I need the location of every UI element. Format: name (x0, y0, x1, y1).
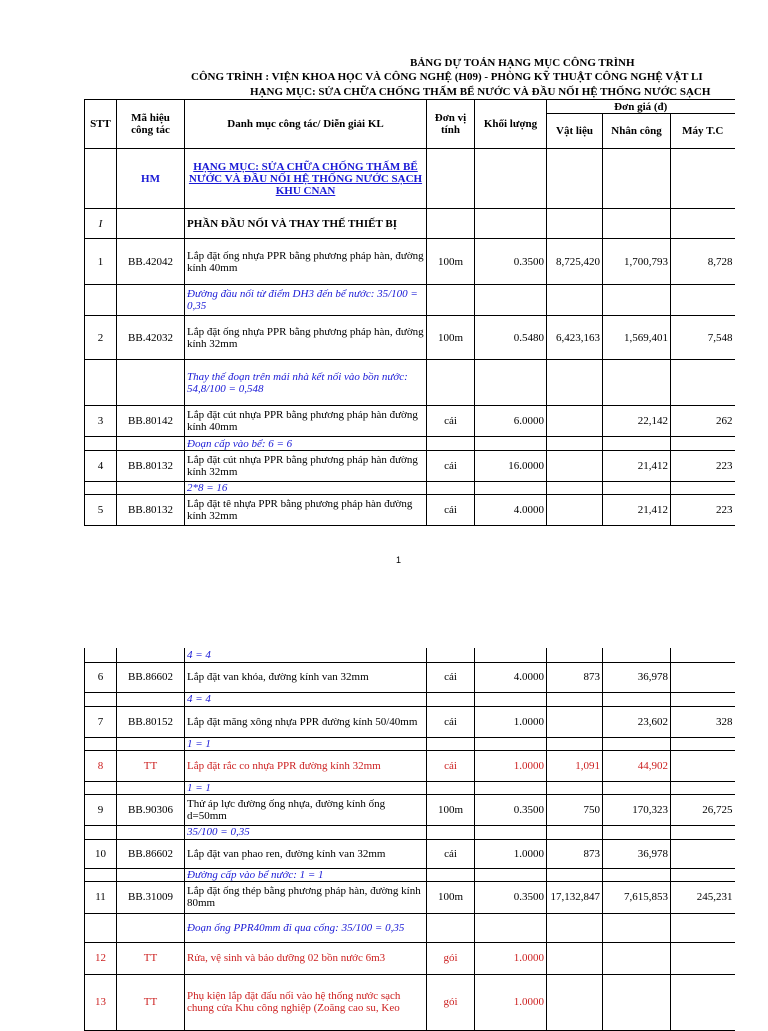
estimate-table-page-2 (84, 648, 735, 1031)
note-row (85, 868, 735, 881)
row-unit: cái (427, 451, 475, 482)
row-code: BB.80142 (117, 406, 185, 437)
row-labor-price: 22,142 (603, 406, 671, 437)
row-labor-price (603, 942, 671, 974)
col-header-machine: Máy T.C (671, 114, 735, 149)
note-stt-cell (85, 648, 117, 662)
table-row (85, 942, 735, 974)
note-text: Đường cấp vào bể nước: 1 = 1 (185, 868, 427, 881)
row-code: BB.80152 (117, 706, 185, 737)
note-text: 1 = 1 (185, 737, 427, 750)
note-code-cell (117, 781, 185, 794)
note-qty-cell (475, 692, 547, 706)
row-description: Rửa, vệ sinh và bảo dưỡng 02 bồn nước 6m3 (185, 942, 427, 974)
note-code-cell (117, 737, 185, 750)
row-labor-price: 7,615,853 (603, 881, 671, 913)
table-row (85, 750, 735, 781)
row-quantity: 0.3500 (475, 794, 547, 825)
row-labor-price: 21,412 (603, 451, 671, 482)
sheet-title: BẢNG DỰ TOÁN HẠNG MỤC CÔNG TRÌNH (410, 57, 635, 69)
row-quantity: 16.0000 (475, 451, 547, 482)
note-stt-cell (85, 868, 117, 881)
note-qty-cell (475, 781, 547, 794)
note-qty-cell (475, 737, 547, 750)
note-unit-cell (427, 913, 475, 942)
note-text: 1 = 1 (185, 781, 427, 794)
note-code-cell (117, 868, 185, 881)
note-row (85, 648, 735, 662)
row-material-price: 8,725,420 (547, 239, 603, 285)
row-description: Lắp đặt ống thép bằng phương pháp hàn, đường kính 80mm (185, 881, 427, 913)
note-labor-cell (603, 648, 671, 662)
col-header-labor: Nhân công (603, 114, 671, 149)
row-unit: cái (427, 662, 475, 692)
col-header-unit: Đơn vị tính (427, 100, 475, 149)
table-row (85, 451, 735, 482)
row-labor-price: 44,902 (603, 750, 671, 781)
note-labor-cell (603, 437, 671, 451)
note-stt-cell (85, 360, 117, 406)
col-header-code: Mã hiệu công tác (117, 100, 185, 149)
row-description: Lắp đặt van khóa, đường kính van 32mm (185, 662, 427, 692)
note-machine-cell (671, 692, 735, 706)
row-stt: 1 (85, 239, 117, 285)
row-unit: 100m (427, 316, 475, 360)
note-machine-cell (671, 360, 735, 406)
row-code: TT (117, 750, 185, 781)
note-unit-cell (427, 285, 475, 316)
row-code: BB.86602 (117, 839, 185, 868)
row-machine-price: 262 (671, 406, 735, 437)
note-row (85, 692, 735, 706)
row-description: Lắp đặt ống nhựa PPR bằng phương pháp hàn, đường kính 40mm (185, 239, 427, 285)
note-qty-cell (475, 285, 547, 316)
row-stt: 10 (85, 839, 117, 868)
note-qty-cell (475, 825, 547, 839)
row-quantity: 4.0000 (475, 495, 547, 526)
row-code: BB.42042 (117, 239, 185, 285)
row-labor-price: 1,700,793 (603, 239, 671, 285)
page-number: 1 (396, 555, 402, 565)
row-material-price: 17,132,847 (547, 881, 603, 913)
col-header-unit-price: Đơn giá (đ) (547, 100, 735, 114)
row-code: BB.80132 (117, 451, 185, 482)
row-machine-price: 26,725 (671, 794, 735, 825)
row-description: Thử áp lực đường ống nhựa, đường kính ống d=50mm (185, 794, 427, 825)
row-material-price: 873 (547, 662, 603, 692)
note-row (85, 437, 735, 451)
row-code: TT (117, 974, 185, 1030)
note-row (85, 482, 735, 495)
note-material-cell (547, 482, 603, 495)
note-material-cell (547, 781, 603, 794)
note-labor-cell (603, 868, 671, 881)
note-row (85, 737, 735, 750)
row-description: Lắp đặt van phao ren, đường kính van 32mm (185, 839, 427, 868)
row-machine-price (671, 839, 735, 868)
note-unit-cell (427, 360, 475, 406)
note-unit-cell (427, 825, 475, 839)
table-row (85, 839, 735, 868)
note-material-cell (547, 825, 603, 839)
note-qty-cell (475, 437, 547, 451)
row-description: Lắp đặt tê nhựa PPR bằng phương pháp hàn đường kính 32mm (185, 495, 427, 526)
table-row (85, 881, 735, 913)
note-qty-cell (475, 913, 547, 942)
row-quantity: 0.5480 (475, 316, 547, 360)
row-unit: 100m (427, 794, 475, 825)
section-title: PHẦN ĐẦU NỐI VÀ THAY THẾ THIẾT BỊ (185, 209, 427, 239)
note-stt-cell (85, 825, 117, 839)
note-code-cell (117, 913, 185, 942)
row-stt: 8 (85, 750, 117, 781)
row-labor-price: 36,978 (603, 662, 671, 692)
row-code: BB.80132 (117, 495, 185, 526)
row-stt: 4 (85, 451, 117, 482)
row-unit: cái (427, 839, 475, 868)
section-number: I (85, 209, 117, 239)
work-item-row (85, 149, 735, 209)
note-code-cell (117, 285, 185, 316)
row-stt: 3 (85, 406, 117, 437)
note-labor-cell (603, 360, 671, 406)
row-labor-price: 23,602 (603, 706, 671, 737)
row-machine-price (671, 750, 735, 781)
col-header-description: Danh mục công tác/ Diễn giải KL (185, 100, 427, 149)
note-code-cell (117, 648, 185, 662)
row-description: Lắp đặt rắc co nhựa PPR đường kính 32mm (185, 750, 427, 781)
note-text: Đoạn cấp vào bể: 6 = 6 (185, 437, 427, 451)
row-material-price: 1,091 (547, 750, 603, 781)
row-stt: 13 (85, 974, 117, 1030)
note-code-cell (117, 360, 185, 406)
table-row (85, 316, 735, 360)
row-material-price: 750 (547, 794, 603, 825)
note-text: Thay thế đoạn trên mái nhà kết nối vào bồn nước: 54,8/100 = 0,548 (185, 360, 427, 406)
note-material-cell (547, 360, 603, 406)
note-unit-cell (427, 437, 475, 451)
row-material-price (547, 495, 603, 526)
row-description: Lắp đặt măng xông nhựa PPR đường kính 50/40mm (185, 706, 427, 737)
note-labor-cell (603, 692, 671, 706)
note-qty-cell (475, 360, 547, 406)
row-labor-price: 170,323 (603, 794, 671, 825)
row-unit: cái (427, 750, 475, 781)
note-row (85, 360, 735, 406)
row-stt: 2 (85, 316, 117, 360)
note-unit-cell (427, 737, 475, 750)
row-code: BB.86602 (117, 662, 185, 692)
row-machine-price (671, 942, 735, 974)
note-material-cell (547, 648, 603, 662)
note-text: 4 = 4 (185, 692, 427, 706)
row-quantity: 1.0000 (475, 942, 547, 974)
note-qty-cell (475, 482, 547, 495)
row-machine-price: 328 (671, 706, 735, 737)
table-row (85, 662, 735, 692)
note-unit-cell (427, 868, 475, 881)
row-quantity: 1.0000 (475, 839, 547, 868)
table-row (85, 794, 735, 825)
note-stt-cell (85, 737, 117, 750)
note-row (85, 913, 735, 942)
row-machine-price (671, 662, 735, 692)
row-machine-price: 223 (671, 451, 735, 482)
row-machine-price: 223 (671, 495, 735, 526)
note-material-cell (547, 692, 603, 706)
estimate-table-page-1 (84, 99, 735, 526)
row-stt: 6 (85, 662, 117, 692)
row-unit: gói (427, 974, 475, 1030)
row-description: Lắp đặt ống nhựa PPR bằng phương pháp hàn, đường kính 32mm (185, 316, 427, 360)
section-row (85, 209, 735, 239)
hm-code: HM (117, 149, 185, 209)
note-machine-cell (671, 868, 735, 881)
note-labor-cell (603, 913, 671, 942)
note-machine-cell (671, 482, 735, 495)
row-material-price: 6,423,163 (547, 316, 603, 360)
row-quantity: 1.0000 (475, 974, 547, 1030)
note-qty-cell (475, 868, 547, 881)
table-row (85, 239, 735, 285)
note-labor-cell (603, 825, 671, 839)
row-quantity: 6.0000 (475, 406, 547, 437)
row-code: BB.31009 (117, 881, 185, 913)
table-row (85, 706, 735, 737)
note-material-cell (547, 285, 603, 316)
col-header-material: Vật liệu (547, 114, 603, 149)
note-material-cell (547, 437, 603, 451)
note-row (85, 285, 735, 316)
row-machine-price (671, 974, 735, 1030)
row-code: TT (117, 942, 185, 974)
note-unit-cell (427, 648, 475, 662)
note-stt-cell (85, 437, 117, 451)
note-machine-cell (671, 913, 735, 942)
note-text: Đoạn ống PPR40mm đi qua cống: 35/100 = 0,35 (185, 913, 427, 942)
note-machine-cell (671, 285, 735, 316)
row-material-price (547, 406, 603, 437)
table-row (85, 974, 735, 1030)
note-machine-cell (671, 825, 735, 839)
hm-description: HẠNG MỤC: SỬA CHỮA CHỐNG THẤM BỂ NƯỚC VÀ ĐẦU NỐI HỆ THỐNG NƯỚC SẠCH KHU CNAN (185, 149, 427, 209)
note-unit-cell (427, 781, 475, 794)
note-text: Đường đầu nối từ điểm DH3 đến bể nước: 35/100 = 0,35 (185, 285, 427, 316)
col-header-stt: STT (85, 100, 117, 149)
row-quantity: 0.3500 (475, 881, 547, 913)
table-row (85, 406, 735, 437)
note-stt-cell (85, 913, 117, 942)
note-machine-cell (671, 648, 735, 662)
note-labor-cell (603, 482, 671, 495)
row-stt: 7 (85, 706, 117, 737)
row-labor-price: 21,412 (603, 495, 671, 526)
row-description: Lắp đặt cút nhựa PPR bằng phương pháp hàn đường kính 32mm (185, 451, 427, 482)
note-stt-cell (85, 692, 117, 706)
note-stt-cell (85, 285, 117, 316)
row-material-price (547, 974, 603, 1030)
note-material-cell (547, 913, 603, 942)
note-machine-cell (671, 437, 735, 451)
row-stt: 9 (85, 794, 117, 825)
note-labor-cell (603, 781, 671, 794)
note-code-cell (117, 692, 185, 706)
row-unit: 100m (427, 881, 475, 913)
row-stt: 12 (85, 942, 117, 974)
note-material-cell (547, 737, 603, 750)
note-row (85, 781, 735, 794)
note-code-cell (117, 482, 185, 495)
row-unit: 100m (427, 239, 475, 285)
row-unit: cái (427, 706, 475, 737)
row-description: Lắp đặt cút nhựa PPR bằng phương pháp hàn đường kính 40mm (185, 406, 427, 437)
row-quantity: 1.0000 (475, 750, 547, 781)
row-machine-price: 245,231 (671, 881, 735, 913)
note-text: 2*8 = 16 (185, 482, 427, 495)
note-row (85, 825, 735, 839)
row-labor-price (603, 974, 671, 1030)
note-machine-cell (671, 737, 735, 750)
row-unit: cái (427, 495, 475, 526)
row-stt: 5 (85, 495, 117, 526)
note-labor-cell (603, 285, 671, 316)
row-machine-price: 8,728 (671, 239, 735, 285)
project-name: CÔNG TRÌNH : VIỆN KHOA HỌC VÀ CÔNG NGHỆ (H09) - PHÒNG KỸ THUẬT CÔNG NGHỆ VẬT LI (191, 71, 703, 83)
row-unit: cái (427, 406, 475, 437)
row-code: BB.90306 (117, 794, 185, 825)
row-labor-price: 36,978 (603, 839, 671, 868)
row-machine-price: 7,548 (671, 316, 735, 360)
note-qty-cell (475, 648, 547, 662)
row-description: Phụ kiện lắp đặt đấu nối vào hệ thống nước sạch chung cửa Khu công nghiệp (Zoăng cao su, Keo (185, 974, 427, 1030)
row-quantity: 0.3500 (475, 239, 547, 285)
col-header-quantity: Khối lượng (475, 100, 547, 149)
note-stt-cell (85, 482, 117, 495)
row-labor-price: 1,569,401 (603, 316, 671, 360)
row-unit: gói (427, 942, 475, 974)
row-material-price (547, 451, 603, 482)
note-text: 35/100 = 0,35 (185, 825, 427, 839)
table-row (85, 495, 735, 526)
note-text: 4 = 4 (185, 648, 427, 662)
row-code: BB.42032 (117, 316, 185, 360)
note-code-cell (117, 437, 185, 451)
note-stt-cell (85, 781, 117, 794)
row-quantity: 4.0000 (475, 662, 547, 692)
note-unit-cell (427, 692, 475, 706)
row-material-price (547, 942, 603, 974)
row-material-price: 873 (547, 839, 603, 868)
row-material-price (547, 706, 603, 737)
row-stt: 11 (85, 881, 117, 913)
work-item-title: HẠNG MỤC: SỬA CHỮA CHỐNG THẤM BỂ NƯỚC VÀ ĐẦU NỐI HỆ THỐNG NƯỚC SẠCH (250, 86, 711, 98)
row-quantity: 1.0000 (475, 706, 547, 737)
note-unit-cell (427, 482, 475, 495)
note-material-cell (547, 868, 603, 881)
note-machine-cell (671, 781, 735, 794)
note-labor-cell (603, 737, 671, 750)
note-code-cell (117, 825, 185, 839)
